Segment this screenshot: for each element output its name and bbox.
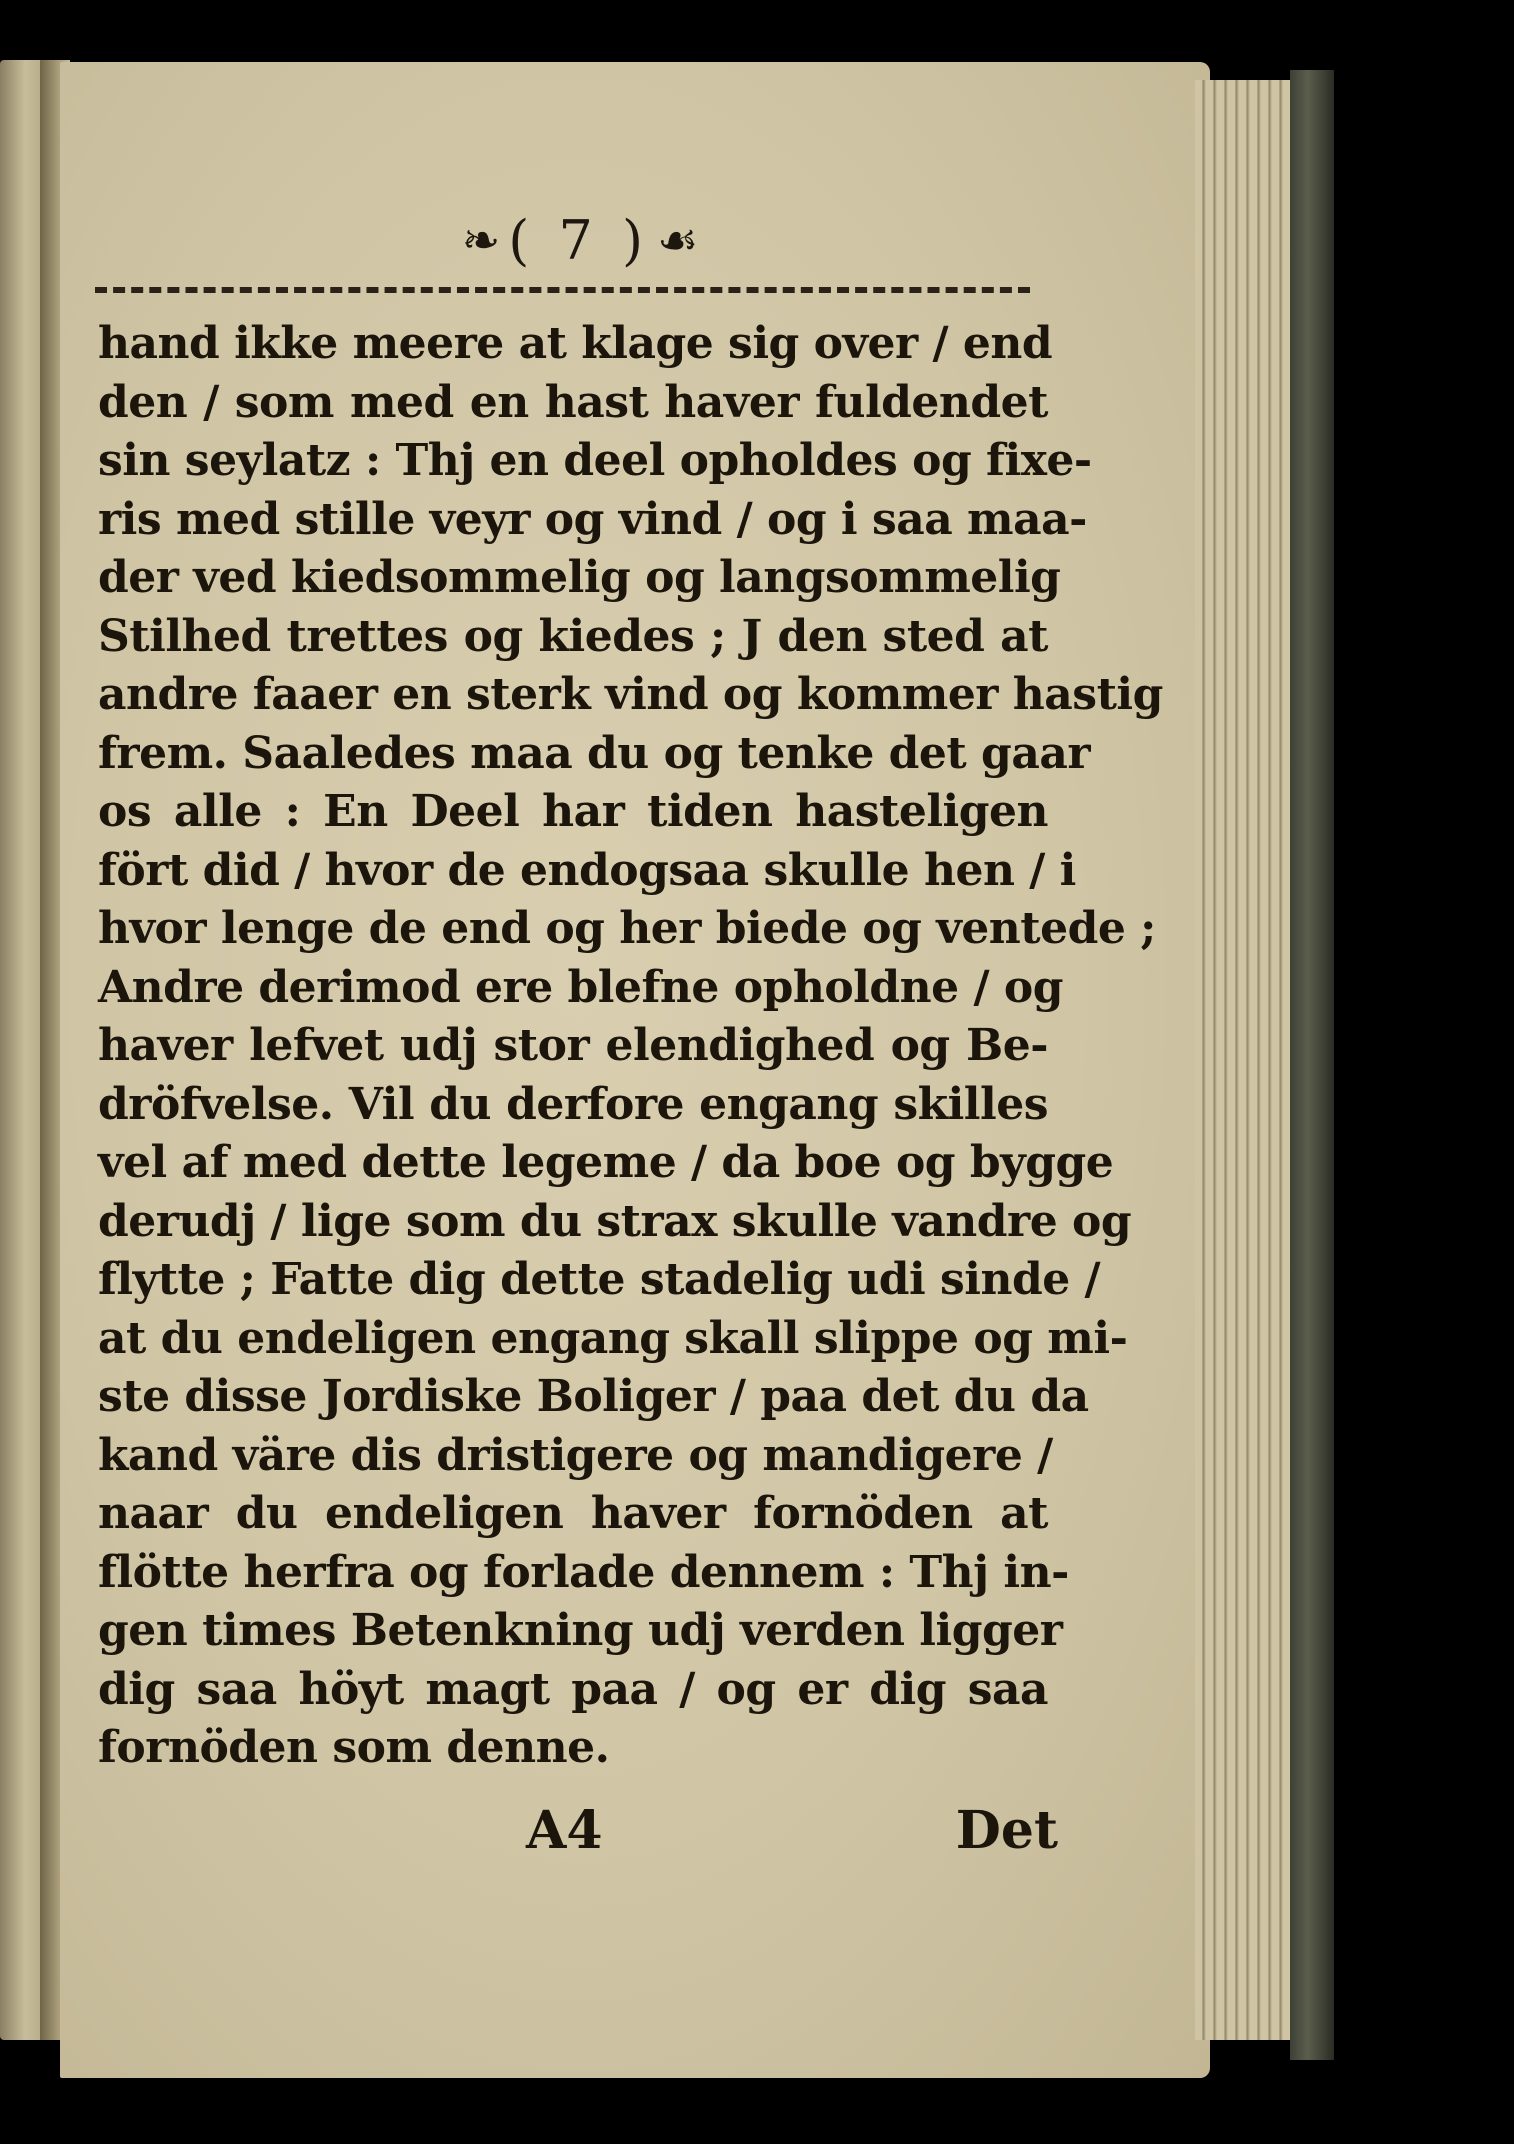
text-line: kand väre dis dristigere og mandigere /	[98, 1429, 1053, 1481]
text-line: fört did / hvor de endogsaa skulle hen / i	[98, 844, 1076, 896]
text-line: dröfvelse. Vil du derfore engang skilles	[98, 1078, 1048, 1130]
header-rule	[95, 287, 1030, 293]
text-line: flötte herfra og forlade dennem : Thj in-	[98, 1546, 1069, 1598]
text-line: sin seylatz : Thj en deel opholdes og fixe-	[98, 435, 1092, 486]
text-line: hand ikke meere at klage sig over / end	[98, 318, 1053, 369]
text-line: frem. Saaledes maa du og tenke det gaar	[98, 727, 1091, 779]
text-line: naar du endeligen haver fornöden at	[98, 1488, 1048, 1539]
text-line: Andre derimod ere blefne opholdne / og	[98, 961, 1063, 1013]
text-line: der ved kiedsommelig og langsommelig	[98, 552, 1061, 603]
page-footer	[98, 1800, 1058, 1880]
text-line: den / som med en hast haver fuldendet	[98, 376, 1048, 428]
text-line: ris med stille veyr og vind / og i saa maa-	[98, 493, 1087, 545]
ornament-left-icon: ❧	[461, 213, 501, 267]
text-line: os alle : En Deel har tiden hasteligen	[98, 786, 1048, 837]
book-cover-edge	[1290, 70, 1334, 2060]
text-line: ste disse Jordiske Boliger / paa det du da	[98, 1371, 1089, 1422]
text-line: derudj / lige som du strax skulle vandre og	[98, 1195, 1132, 1247]
text-line: gen times Betenkning udj verden ligger	[98, 1605, 1063, 1656]
page-fore-edge	[1195, 80, 1305, 2040]
page-header	[410, 205, 750, 275]
text-line: hvor lenge de end og her biede og ventede ;	[98, 903, 1156, 954]
text-line: dig saa höyt magt paa / og er dig saa	[98, 1663, 1048, 1715]
signature-mark: A4	[526, 1800, 603, 1861]
text-line: fornöden som denne.	[98, 1722, 610, 1773]
text-line: andre faaer en sterk vind og kommer hastig	[98, 669, 1163, 720]
text-line: haver lefvet udj stor elendighed og Be-	[98, 1020, 1048, 1071]
page-body-text	[98, 315, 1163, 1778]
text-line: vel af med dette legeme / da boe og bygge	[98, 1137, 1114, 1188]
catchword: Det	[955, 1800, 1058, 1861]
text-line: flytte ; Fatte dig dette stadelig udi sinde /	[98, 1254, 1101, 1305]
page-number: ( 7 )	[508, 208, 650, 272]
text-line: at du endeligen engang skall slippe og mi-	[98, 1312, 1128, 1364]
text-line: Stilhed trettes og kiedes ; J den sted at	[98, 610, 1048, 662]
ornament-right-icon: ☙	[657, 213, 699, 267]
